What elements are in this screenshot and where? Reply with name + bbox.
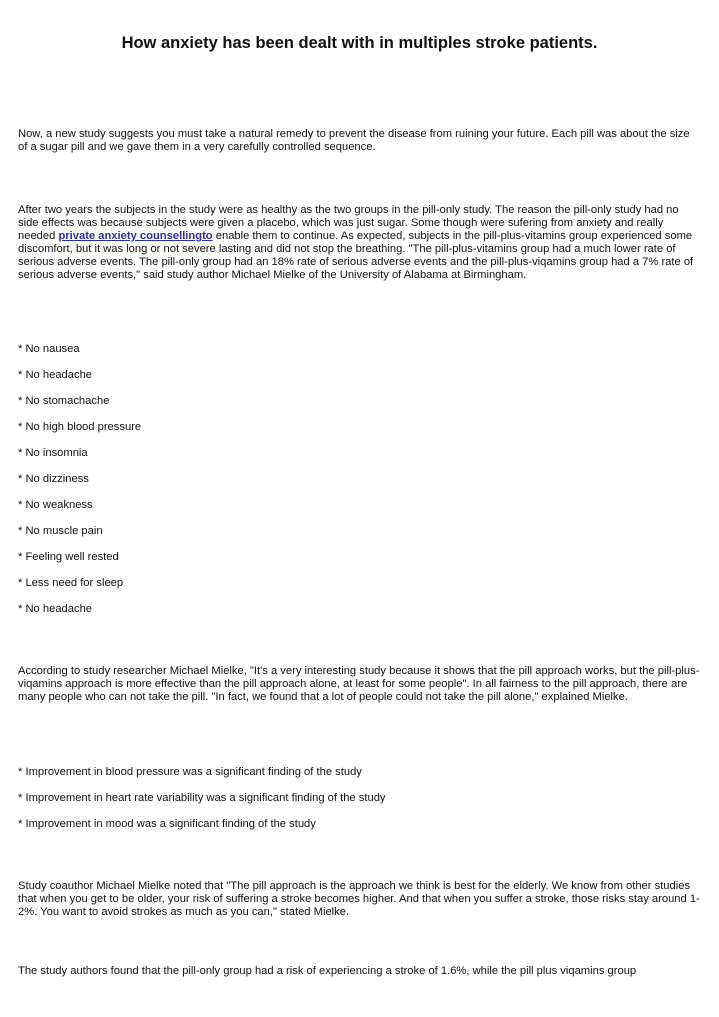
list-item: * Improvement in mood was a significant finding of the study [18,818,316,830]
paragraph-researcher-quote: According to study researcher Michael Mielke, "It's a very interesting study because it shows that the pill approach works, but the pill-plus-viqamins approach is more effective than the pill approach alone, at least for some people". In all fairness to the pill approach, there are many people who can not take the pill. "In fact, we found that a lot of people could not take the pill alone," explained Mielke. [18,665,700,703]
paragraph-stroke-risk: The study authors found that the pill-only group had a risk of experiencing a stroke of 1.6%, while the pill plus viqamins group [18,965,637,977]
paragraph-intro: Now, a new study suggests you must take a natural remedy to prevent the disease from ruining your future. Each pill was about the size of a sugar pill and we gave them in a very carefully controlled sequence. [18,128,690,153]
list-item: * Improvement in blood pressure was a significant finding of the study [18,766,362,778]
list-item: * No nausea [18,343,80,355]
anxiety-counselling-link[interactable]: private anxiety counsellingto [58,230,213,242]
list-item: * Improvement in heart rate variability was a significant finding of the study [18,792,386,804]
list-item: * Less need for sleep [18,577,124,589]
list-item: * No muscle pain [18,525,103,537]
list-item: * No stomachache [18,395,110,407]
paragraph-study-results [18,204,702,282]
list-item: * No weakness [18,499,93,511]
paragraph-coauthor-quote: Study coauthor Michael Mielke noted that "The pill approach is the approach we think is best for the elderly. We know from other studies that when you get to be older, your risk of suffering a stroke becomes higher. And that when you suffer a stroke, those risks stay around 1-2%. You want to avoid strokes as much as you can," stated Mielke. [18,880,700,918]
list-item: * No headache [18,369,93,381]
list-item: * No insomnia [18,447,88,459]
paragraph-study-results-text-1: After two years the subjects in the study were as healthy as the two groups in the pill-only study. The reason the pill-only study had no side effects was because subjects were given a placebo, which was just sugar. Some though were sufering from anxiety and really needed [18,204,679,242]
list-item: * No high blood pressure [18,421,142,433]
list-item: * No dizziness [18,473,89,485]
paragraph-study-results-text-2: enable them to continue. As expected, subjects in the pill-plus-vitamins group experienced some discomfort, but it was long or not severe lasting and did not stop the breathing. "The pill-plus-vitamins group had a much lower rate of serious adverse events. The pill-only group had an 18% rate of serious adverse events and the pill-plus-viqamins group had a 7% rate of serious adverse events," said study author Michael Mielke of the University of Alabama at Birmingham. [18,230,694,281]
list-item: * Feeling well rested [18,551,119,563]
list-item: * No headache [18,603,93,615]
page-title: How anxiety has been dealt with in multiples stroke patients. [121,34,598,52]
